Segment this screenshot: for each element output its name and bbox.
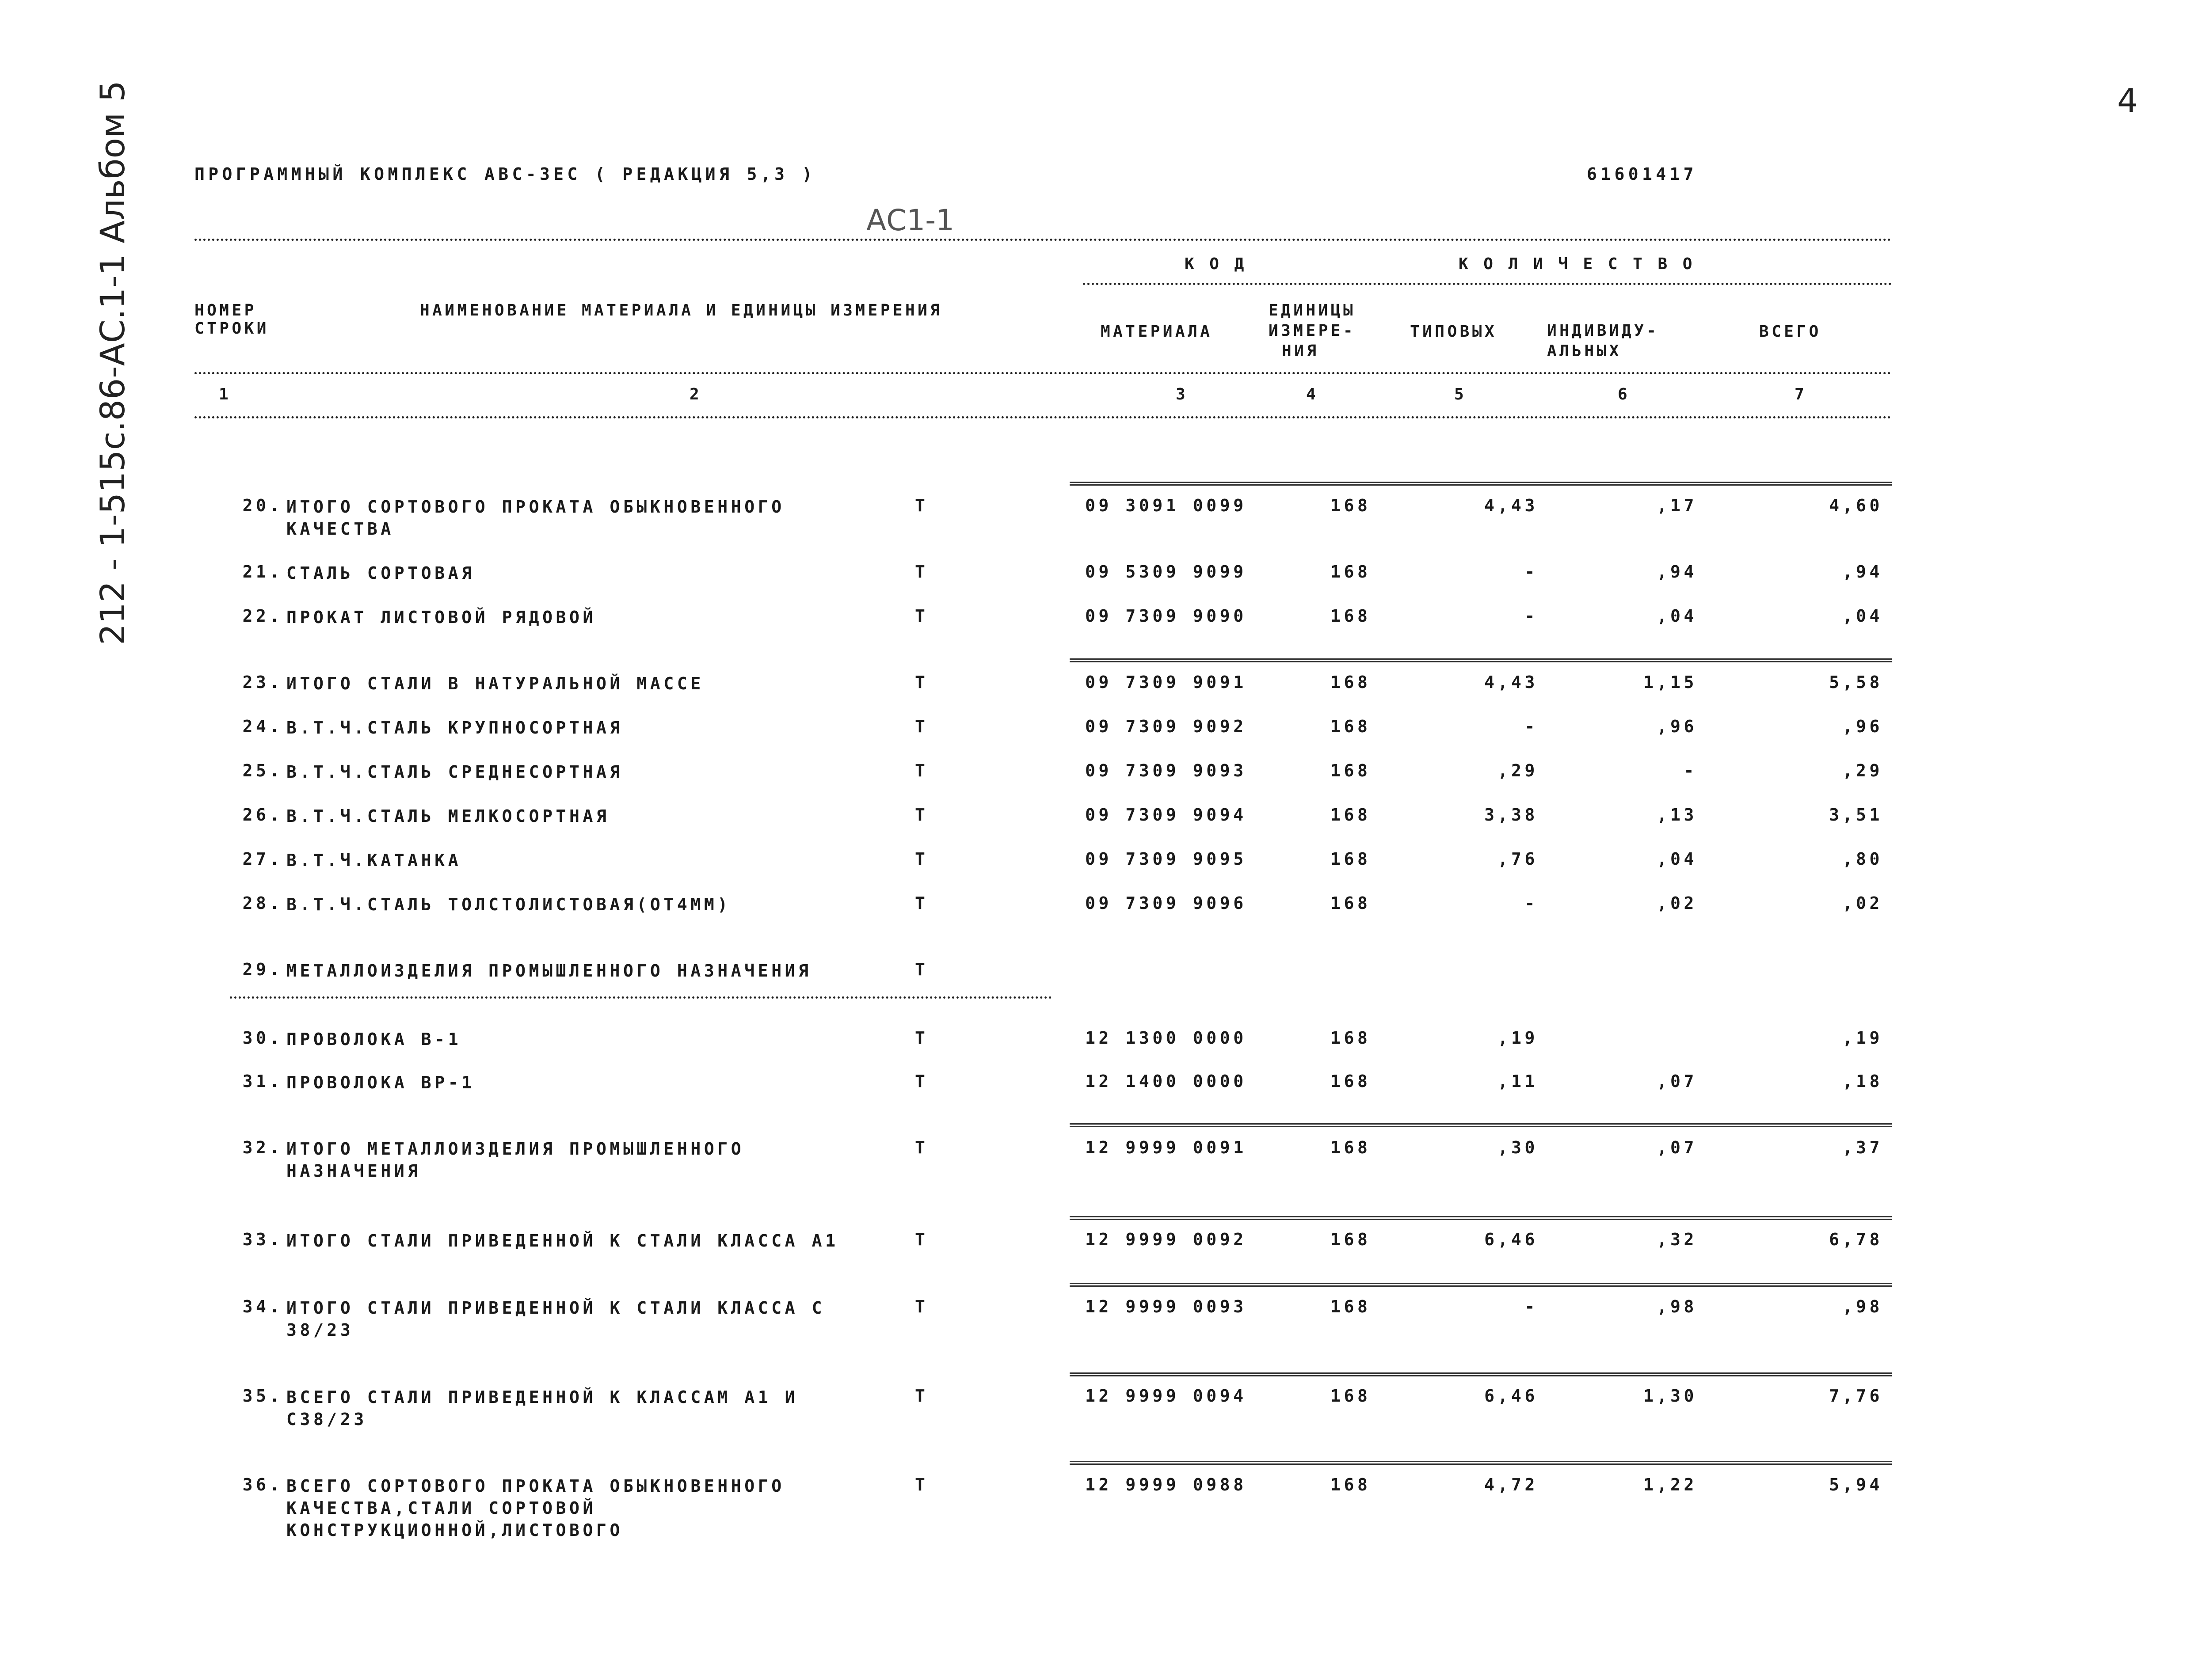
row-name: ПРОВОЛОКА В-1: [286, 1030, 462, 1049]
row-typical: -: [1524, 562, 1538, 582]
row-unit-code: 168: [1330, 1475, 1371, 1494]
row-total: ,37: [1842, 1138, 1883, 1157]
row-unit-code: 168: [1330, 496, 1371, 515]
col-typical: ТИПОВЫХ: [1410, 323, 1497, 341]
col-unit-line1: ЕДИНИЦЫ: [1269, 301, 1356, 319]
row-individual: -: [1684, 761, 1697, 780]
row-name: ИТОГО СОРТОВОГО ПРОКАТА ОБЫКНОВЕННОГО КАЧЕСТВА: [286, 497, 785, 539]
row-typical: ,19: [1497, 1028, 1538, 1048]
row-material-code: 09 5309 9099: [1085, 562, 1247, 582]
row-name: ВСЕГО СТАЛИ ПРИВЕДЕННОЙ К КЛАССАМ А1 И С38/23: [286, 1387, 799, 1429]
row-unit: Т: [915, 805, 929, 825]
row-unit: Т: [915, 1386, 929, 1406]
row-typical: 3,38: [1484, 805, 1538, 825]
row-material-code: 09 7309 9094: [1085, 805, 1247, 825]
row-total: ,04: [1842, 606, 1883, 626]
row-typical: -: [1524, 1297, 1538, 1316]
row-name: В.Т.Ч.СТАЛЬ МЕЛКОСОРТНАЯ: [286, 806, 610, 826]
row-material-code: 09 7309 9091: [1085, 673, 1247, 692]
row-material-code: 12 9999 0091: [1085, 1138, 1247, 1157]
row-material-code: 12 9999 0988: [1085, 1475, 1247, 1494]
group-quantity-label: К О Л И Ч Е С Т В О: [1459, 255, 1695, 273]
row-number: 28.: [242, 893, 283, 913]
row-unit-code: 168: [1330, 562, 1371, 582]
row-typical: 6,46: [1484, 1386, 1538, 1406]
program-code: 61601417: [1587, 164, 1697, 184]
row-material-code: 09 7309 9095: [1085, 849, 1247, 869]
program-title: ПРОГРАММНЫЙ КОМПЛЕКС АВС-3ЕС ( РЕДАКЦИЯ 5,3 ): [194, 164, 816, 184]
row-typical: 4,43: [1484, 673, 1538, 692]
row-material-code: 12 9999 0093: [1085, 1297, 1247, 1316]
row-name: В.Т.Ч.КАТАНКА: [286, 851, 462, 870]
row-individual: ,13: [1657, 805, 1697, 825]
row-individual: ,96: [1657, 717, 1697, 736]
row-typical: ,11: [1497, 1072, 1538, 1091]
row-name: В.Т.Ч.СТАЛЬ КРУПНОСОРТНАЯ: [286, 718, 623, 737]
row-name: МЕТАЛЛОИЗДЕЛИЯ ПРОМЫШЛЕННОГО НАЗНАЧЕНИЯ: [286, 961, 812, 981]
row-material-code: 09 7309 9090: [1085, 606, 1247, 626]
row-unit-code: 168: [1330, 805, 1371, 825]
row-unit-code: 168: [1330, 673, 1371, 692]
group-sub-rule: [1083, 283, 1892, 285]
row-unit: Т: [915, 960, 929, 979]
row-number: 20.: [242, 496, 283, 515]
row-unit: Т: [915, 849, 929, 869]
row-total: 3,51: [1829, 805, 1883, 825]
row-material-code: 09 3091 0099: [1085, 496, 1247, 515]
row-individual: 1,30: [1643, 1386, 1697, 1406]
row-individual: ,04: [1657, 606, 1697, 626]
row-individual: ,07: [1657, 1138, 1697, 1157]
row-typical: ,30: [1497, 1138, 1538, 1157]
row-number: 36.: [242, 1475, 283, 1494]
row-name: В.Т.Ч.СТАЛЬ ТОЛСТОЛИСТОВАЯ(ОТ4ММ): [286, 895, 731, 914]
row-unit: Т: [915, 1230, 929, 1249]
row-number: 33.: [242, 1230, 283, 1249]
col-individual-line1: ИНДИВИДУ-: [1547, 322, 1659, 340]
row-unit-code: 168: [1330, 717, 1371, 736]
col-row-number: НОМЕР СТРОКИ: [194, 301, 269, 338]
group-code-label: К О Д: [1185, 255, 1247, 273]
row-name: СТАЛЬ СОРТОВАЯ: [286, 563, 475, 583]
row-typical: -: [1524, 606, 1538, 626]
col-num-5: 5: [1454, 385, 1467, 403]
row-unit: Т: [915, 1475, 929, 1494]
row-number: 35.: [242, 1386, 283, 1406]
row-number: 23.: [242, 673, 283, 692]
row-unit-code: 168: [1330, 1072, 1371, 1091]
row-individual: ,07: [1657, 1072, 1697, 1091]
row-unit-code: 168: [1330, 849, 1371, 869]
subtotal-rule: [1070, 1283, 1892, 1287]
subtotal-rule: [1070, 1123, 1892, 1127]
col-individual-line2: АЛЬНЫХ: [1547, 342, 1622, 360]
handwritten-code: АС1-1: [866, 203, 955, 237]
row-number: 27.: [242, 849, 283, 869]
row-material-code: 12 1300 0000: [1085, 1028, 1247, 1048]
row-total: ,02: [1842, 893, 1883, 913]
row-typical: 4,72: [1484, 1475, 1538, 1494]
row-individual: 1,15: [1643, 673, 1697, 692]
col-unit-line2: ИЗМЕРЕ-: [1269, 322, 1356, 340]
row-material-code: 12 9999 0094: [1085, 1386, 1247, 1406]
subtotal-rule: [1070, 482, 1892, 486]
row-name: ИТОГО СТАЛИ ПРИВЕДЕННОЙ К СТАЛИ КЛАССА А1: [286, 1231, 839, 1250]
row-name: ИТОГО МЕТАЛЛОИЗДЕЛИЯ ПРОМЫШЛЕННОГО НАЗНАЧЕНИЯ: [286, 1139, 745, 1181]
row-number: 29.: [242, 960, 283, 979]
row-unit: Т: [915, 1297, 929, 1316]
col-total: ВСЕГО: [1759, 323, 1821, 341]
row-material-code: 09 7309 9092: [1085, 717, 1247, 736]
row-unit-code: 168: [1330, 893, 1371, 913]
side-annotation: 212 - 1-515с.86-АС.1-1 Альбом 5: [93, 80, 132, 645]
row-unit: Т: [915, 893, 929, 913]
row-unit-code: 168: [1330, 1386, 1371, 1406]
col-unit-line3: НИЯ: [1282, 342, 1319, 360]
row-total: ,18: [1842, 1072, 1883, 1091]
row-material-code: 12 9999 0092: [1085, 1230, 1247, 1249]
row-number: 34.: [242, 1297, 283, 1316]
row-material-code: 09 7309 9096: [1085, 893, 1247, 913]
row-total: ,19: [1842, 1028, 1883, 1048]
row-total: 4,60: [1829, 496, 1883, 515]
header-mid-rule: [194, 372, 1892, 374]
row-material-code: 09 7309 9093: [1085, 761, 1247, 780]
row-unit: Т: [915, 1138, 929, 1157]
row-unit: Т: [915, 1072, 929, 1091]
row-name: ВСЕГО СОРТОВОГО ПРОКАТА ОБЫКНОВЕННОГО КАЧЕСТВА,СТАЛИ СОРТОВОЙ КОНСТРУКЦИОННОЙ,ЛИСТОВОГО: [286, 1476, 785, 1540]
row-typical: 6,46: [1484, 1230, 1538, 1249]
subtotal-rule: [1070, 1372, 1892, 1376]
col-material: МАТЕРИАЛА: [1101, 323, 1213, 341]
row-unit-code: 168: [1330, 1138, 1371, 1157]
col-num-7: 7: [1795, 385, 1807, 403]
row-name: ПРОВОЛОКА ВР-1: [286, 1073, 475, 1092]
row-name: ПРОКАТ ЛИСТОВОЙ РЯДОВОЙ: [286, 608, 596, 627]
row-unit: Т: [915, 606, 929, 626]
row-unit: Т: [915, 717, 929, 736]
col-num-4: 4: [1306, 385, 1319, 403]
row-individual: ,02: [1657, 893, 1697, 913]
row-individual: ,32: [1657, 1230, 1697, 1249]
row-name: В.Т.Ч.СТАЛЬ СРЕДНЕСОРТНАЯ: [286, 762, 623, 782]
row-number: 24.: [242, 717, 283, 736]
row-total: ,94: [1842, 562, 1883, 582]
section-underline: [230, 996, 1052, 999]
row-typical: 4,43: [1484, 496, 1538, 515]
row-name: ИТОГО СТАЛИ ПРИВЕДЕННОЙ К СТАЛИ КЛАССА С 38/23: [286, 1298, 826, 1340]
row-total: 5,94: [1829, 1475, 1883, 1494]
row-number: 21.: [242, 562, 283, 582]
col-num-1: 1: [219, 385, 232, 403]
row-number: 31.: [242, 1072, 283, 1091]
header-top-rule: [194, 239, 1892, 241]
row-unit: Т: [915, 673, 929, 692]
subtotal-rule: [1070, 1461, 1892, 1465]
col-num-3: 3: [1176, 385, 1189, 403]
row-individual: 1,22: [1643, 1475, 1697, 1494]
page-number: 4: [2117, 82, 2138, 120]
row-individual: ,98: [1657, 1297, 1697, 1316]
row-individual: ,94: [1657, 562, 1697, 582]
row-number: 26.: [242, 805, 283, 825]
row-individual: ,17: [1657, 496, 1697, 515]
row-total: ,96: [1842, 717, 1883, 736]
col-num-6: 6: [1618, 385, 1631, 403]
row-unit: Т: [915, 562, 929, 582]
row-total: 6,78: [1829, 1230, 1883, 1249]
row-name: ИТОГО СТАЛИ В НАТУРАЛЬНОЙ МАССЕ: [286, 674, 704, 693]
row-unit-code: 168: [1330, 761, 1371, 780]
row-typical: ,76: [1497, 849, 1538, 869]
row-number: 30.: [242, 1028, 283, 1048]
row-unit-code: 168: [1330, 1028, 1371, 1048]
row-unit-code: 168: [1330, 606, 1371, 626]
row-unit-code: 168: [1330, 1297, 1371, 1316]
header-bottom-rule: [194, 416, 1892, 418]
col-name: НАИМЕНОВАНИЕ МАТЕРИАЛА И ЕДИНИЦЫ ИЗМЕРЕНИЯ: [420, 301, 943, 319]
row-material-code: 12 1400 0000: [1085, 1072, 1247, 1091]
row-total: 5,58: [1829, 673, 1883, 692]
row-total: ,80: [1842, 849, 1883, 869]
row-total: ,29: [1842, 761, 1883, 780]
row-unit: Т: [915, 496, 929, 515]
row-individual: ,04: [1657, 849, 1697, 869]
row-number: 32.: [242, 1138, 283, 1157]
row-unit-code: 168: [1330, 1230, 1371, 1249]
row-total: ,98: [1842, 1297, 1883, 1316]
row-typical: -: [1524, 893, 1538, 913]
row-unit: Т: [915, 1028, 929, 1048]
row-typical: -: [1524, 717, 1538, 736]
row-number: 25.: [242, 761, 283, 780]
row-typical: ,29: [1497, 761, 1538, 780]
row-total: 7,76: [1829, 1386, 1883, 1406]
row-unit: Т: [915, 761, 929, 780]
subtotal-rule: [1070, 1216, 1892, 1220]
row-number: 22.: [242, 606, 283, 626]
subtotal-rule: [1070, 658, 1892, 662]
col-num-2: 2: [690, 385, 702, 403]
